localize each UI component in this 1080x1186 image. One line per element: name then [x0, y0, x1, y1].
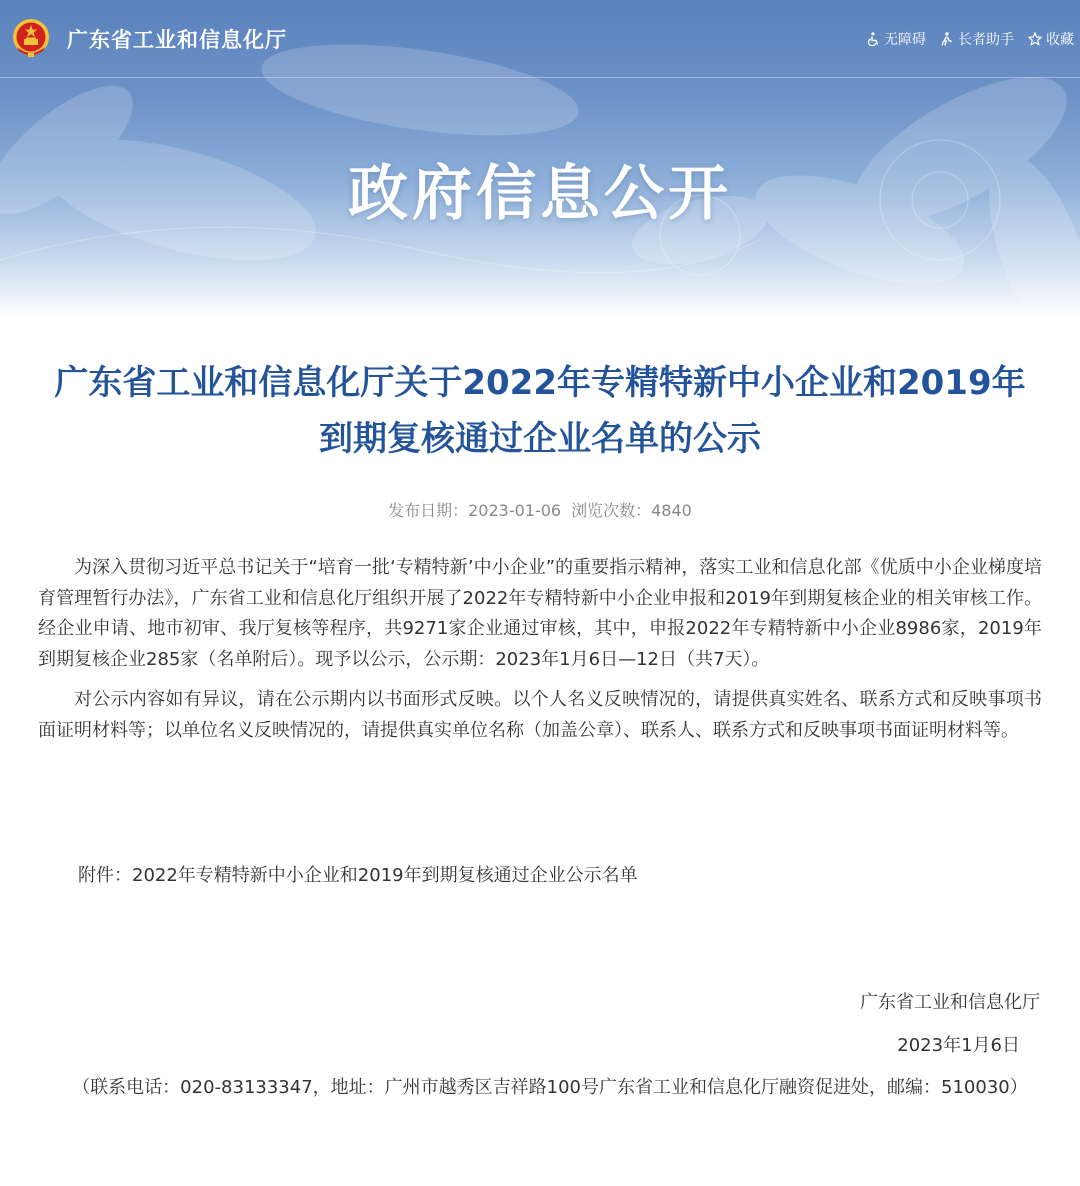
elder-assist-label: 长者助手: [958, 32, 1014, 48]
body-paragraph: 对公示内容如有异议，请在公示期内以书面形式反映。以个人名义反映情况的，请提供真实姓名、联系方式和反映事项书面证明材料等；以单位名义反映情况的，请提供真实单位名称（加盖公章）、联系人、联系方式和反映事项书面证明材料等。: [38, 689, 1042, 741]
page-banner: [0, 0, 1080, 318]
attachment-link[interactable]: 附件：2022年专精特新中小企业和2019年到期复核通过企业公示名单: [78, 865, 638, 886]
favorite-button[interactable]: [1028, 29, 1074, 49]
article-meta: [0, 498, 1080, 521]
sign-date: 2023年1月6日: [897, 1035, 1020, 1056]
article-title: 广东省工业和信息化厅关于2022年专精特新中小企业和2019年到期复核通过企业名单的公示: [54, 363, 1026, 459]
header-tools: [867, 29, 1074, 49]
accessibility-label: 无障碍: [884, 32, 926, 48]
view-count: 浏览次数：4840: [571, 501, 692, 520]
star-icon: [1028, 32, 1042, 46]
site-name[interactable]: 广东省工业和信息化厅: [67, 28, 287, 52]
signer: 广东省工业和信息化厅: [860, 992, 1040, 1013]
article-body: [38, 553, 1042, 746]
banner-title: 政府信息公开: [348, 159, 732, 229]
elder-assist-button[interactable]: [940, 29, 1014, 49]
contact-info: （联系电话：020-83133347，地址：广州市越秀区吉祥路100号广东省工业和信息化厅融资促进处，邮编：510030）: [72, 1077, 1028, 1098]
top-bar: [0, 0, 1080, 78]
favorite-label: 收藏: [1046, 32, 1074, 48]
publish-date: 发布日期：2023-01-06: [388, 501, 562, 520]
wheelchair-icon: [867, 32, 880, 46]
body-paragraph: 为深入贯彻习近平总书记关于“培育一批‘专精特新’中小企业”的重要指示精神，落实工业和信息化部《优质中小企业梯度培育管理暂行办法》，广东省工业和信息化厅组织开展了2022年专精特新中小企业申报和2019年到期复核企业的相关审核工作。经企业申请、地市初审、我厅复核等程序，共9271家企业通过审核，其中，申报2022年专精特新中小企业8986家，2019年到期复核企业285家（名单附后）。现予以公示，公示期：2023年1月6日—12日（共7天）。: [38, 557, 1042, 670]
national-emblem-icon[interactable]: [11, 17, 51, 59]
elder-assist-icon: [940, 32, 954, 46]
accessibility-button[interactable]: [867, 29, 926, 49]
